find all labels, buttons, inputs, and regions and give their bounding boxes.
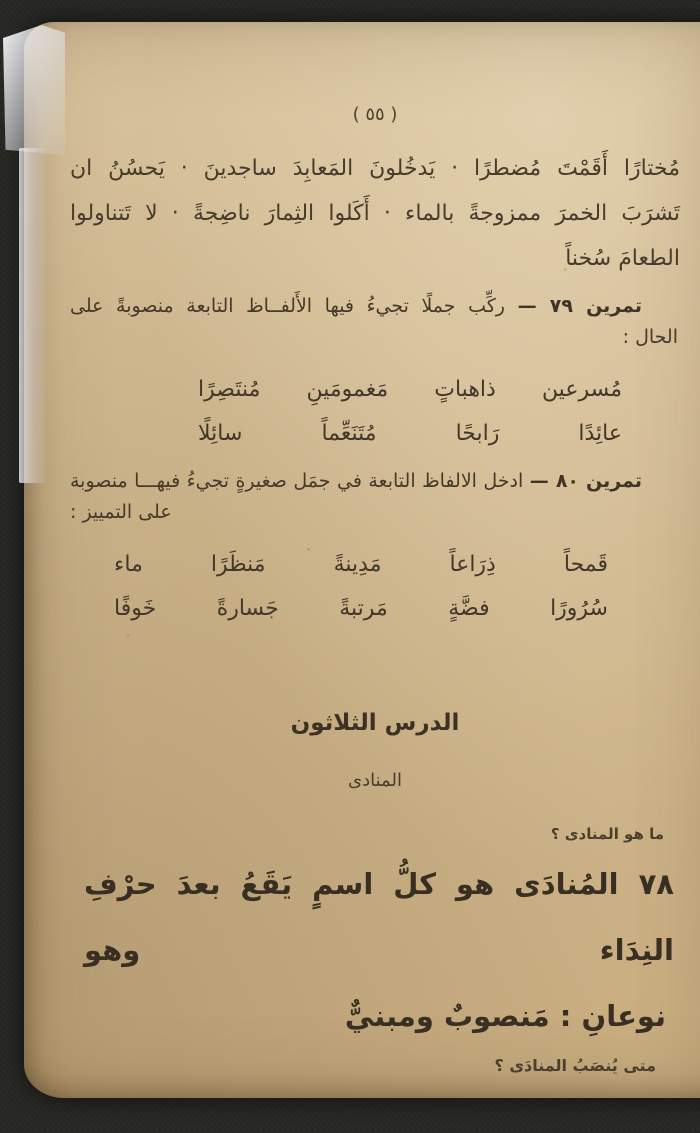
lesson-question-after: متى يُنصَبُ المنادَى ؟ (494, 1056, 656, 1075)
word-row (114, 587, 608, 631)
lesson-subtitle: المنادى (348, 770, 402, 791)
exercise-80-instruction-text: ادخل الالفاظ التابعة في جمَل صغيرةٍ تجيءُ فيهـــا منصوبة (70, 470, 524, 492)
intro-line: الطعامَ سُخناً (565, 246, 680, 271)
intro-line: مُختارًا أَقَمْتَ مُضطرًا · يَدخُلونَ المَعابِدَ ساجدينَ · يَحسُنُ ان (70, 156, 680, 181)
word-item: رَابحًا (455, 421, 500, 446)
exercise-79-label: تمرين ٧٩ — (517, 295, 642, 317)
word-item: جَسارةً (216, 596, 279, 621)
word-item: ذاهباتٍ (434, 377, 496, 402)
exercise-79-instruction-text: ركِّب جملًا تجيءُ فيها الأَلفــاظ التابعة منصوبةً على (70, 295, 505, 317)
exercise-79-instruction (70, 291, 680, 321)
intro-paragraph (70, 146, 680, 281)
word-item: مَرتبةً (339, 596, 388, 621)
rule-78-line1 (70, 851, 680, 983)
word-item: مَدِينةً (333, 552, 382, 577)
word-item: سائِلًا (198, 421, 243, 446)
intro-line: تَشرَبَ الخمرَ ممزوجةً بالماء · أَكَلوا الثِمارَ ناضِجةً · لا تَتناولوا (70, 201, 680, 226)
rule-78-line2: نوعانِ : مَنصوبٌ ومبنيٌّ (344, 999, 666, 1033)
lesson-title: الدرس الثلاثون (290, 710, 460, 736)
word-item: ذِرَاعاً (449, 552, 496, 577)
lesson-question-before: ما هو المنادى ؟ (550, 825, 664, 843)
tape-strip-left-edge (19, 148, 46, 483)
rule-78 (70, 851, 680, 1049)
word-item: مُنتَصِرًا (198, 377, 261, 402)
exercise-79-instruction-tail: الحال : (622, 326, 678, 348)
exercise-80-label: تمرين ٨٠ — (529, 470, 642, 492)
word-item: ماء (114, 552, 143, 577)
word-item: سُرُورًا (550, 596, 608, 621)
word-item: فضَّةٍ (448, 596, 490, 621)
word-item: قَمحاً (563, 552, 608, 577)
exercise-79-word-list (70, 368, 680, 456)
word-item: مَنظَرًا (210, 552, 266, 577)
word-item: عائِدًا (578, 421, 622, 446)
tape-strip-top-left (3, 25, 65, 155)
exercise-80-word-list (70, 543, 680, 631)
page-number: ( ٥٥ ) (352, 104, 398, 125)
word-item: مَغمومَينِ (306, 377, 389, 402)
rule-78-number: ٧٨ (638, 867, 675, 901)
word-row (198, 368, 622, 412)
rule-78-text: المُنادَى هو كلُّ اسمٍ يَقَعُ بعدَ حرْفِ النِدَاء وهو (84, 867, 674, 967)
word-item: مُسرعين (541, 377, 622, 402)
exercise-80-instruction (70, 466, 680, 496)
word-row (198, 412, 622, 456)
exercise-80-instruction-tail: على التمييز : (70, 501, 172, 523)
word-row (114, 543, 608, 587)
book-page (24, 22, 700, 1098)
word-item: مُتَنَعِّماً (321, 421, 377, 446)
page-content (24, 22, 700, 1079)
word-item: خَوفًا (114, 596, 157, 621)
